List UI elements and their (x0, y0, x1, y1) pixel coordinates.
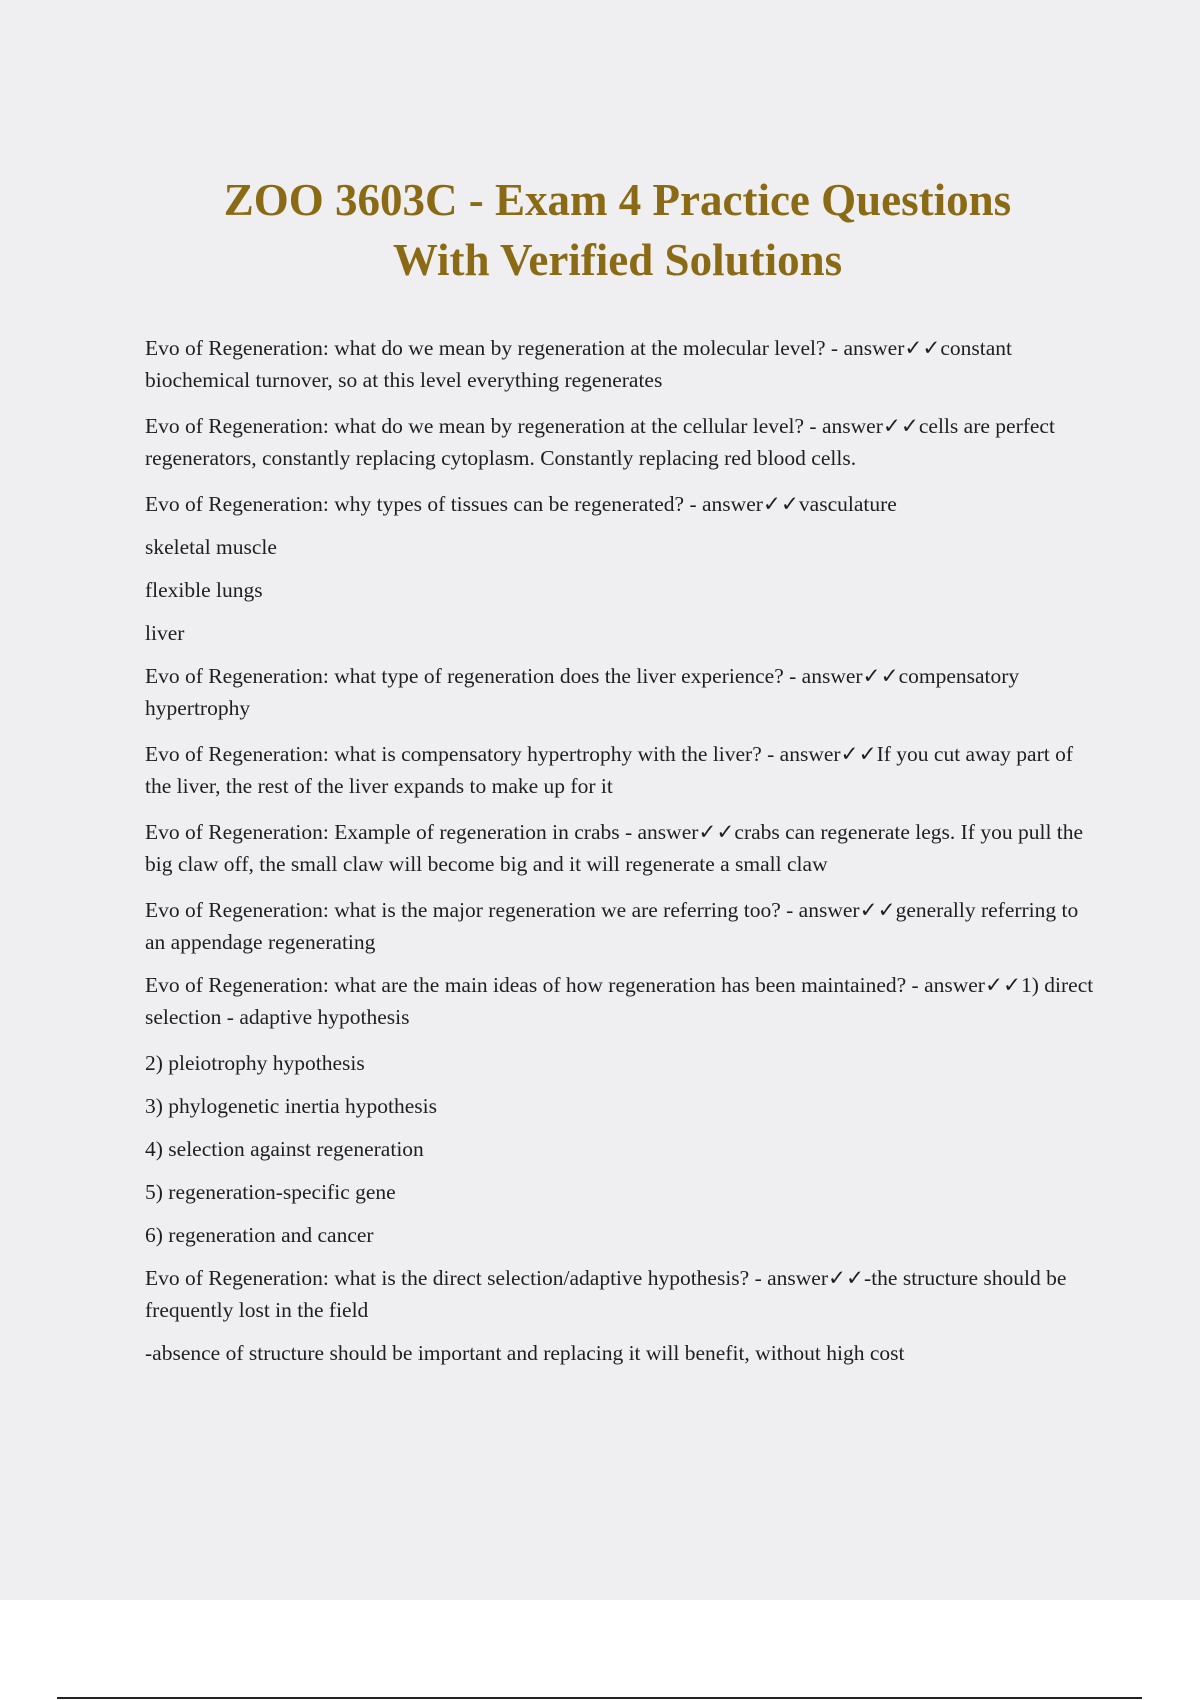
qa-paragraph: Evo of Regeneration: what do we mean by regeneration at the cellular level? - answer✓✓cells are perfect regenerators, constantly replacing cytoplasm. Constantly replacing red blood cells. (145, 414, 1055, 470)
qa-paragraph: Evo of Regeneration: what type of regeneration does the liver experience? - answer✓✓compensatory hypertrophy (145, 664, 1020, 720)
title-line-2: With Verified Solutions (392, 235, 843, 285)
list-item: 2) pleiotrophy hypothesis (145, 1051, 365, 1075)
qa-paragraph: Evo of Regeneration: what is the direct selection/adaptive hypothesis? - answer✓✓-the structure should be frequently lost in the field (145, 1266, 1067, 1322)
list-item: flexible lungs (145, 578, 263, 602)
footer-divider (57, 1697, 1142, 1699)
list-item: liver (145, 621, 185, 645)
list-item: 3) phylogenetic inertia hypothesis (145, 1094, 437, 1118)
qa-paragraph: Evo of Regeneration: what do we mean by regeneration at the molecular level? - answer✓✓constant biochemical turnover, so at this level everything regenerates (145, 336, 1013, 392)
qa-paragraph: Evo of Regeneration: what are the main ideas of how regeneration has been maintained? - answer✓✓1) direct selection - adaptive hypothesis (145, 973, 1094, 1029)
document-title (60, 170, 1175, 290)
list-item: 6) regeneration and cancer (145, 1223, 374, 1247)
list-item: 5) regeneration-specific gene (145, 1180, 396, 1204)
document-body (145, 332, 1095, 1383)
qa-paragraph: Evo of Regeneration: Example of regeneration in crabs - answer✓✓crabs can regenerate legs. If you pull the big claw off, the small claw will become big and it will regenerate a small claw (145, 820, 1084, 876)
qa-paragraph: Evo of Regeneration: what is the major regeneration we are referring too? - answer✓✓generally referring to an appendage regenerating (145, 898, 1079, 954)
qa-paragraph: -absence of structure should be important and replacing it will benefit, without high cost (145, 1341, 905, 1365)
qa-paragraph: Evo of Regeneration: why types of tissues can be regenerated? - answer✓✓vasculature (145, 492, 897, 516)
list-item: 4) selection against regeneration (145, 1137, 424, 1161)
title-line-1: ZOO 3603C - Exam 4 Practice Questions (223, 175, 1012, 225)
qa-paragraph: Evo of Regeneration: what is compensatory hypertrophy with the liver? - answer✓✓If you cut away part of the liver, the rest of the liver expands to make up for it (145, 742, 1073, 798)
list-item: skeletal muscle (145, 535, 277, 559)
page-footer (0, 1600, 1200, 1700)
